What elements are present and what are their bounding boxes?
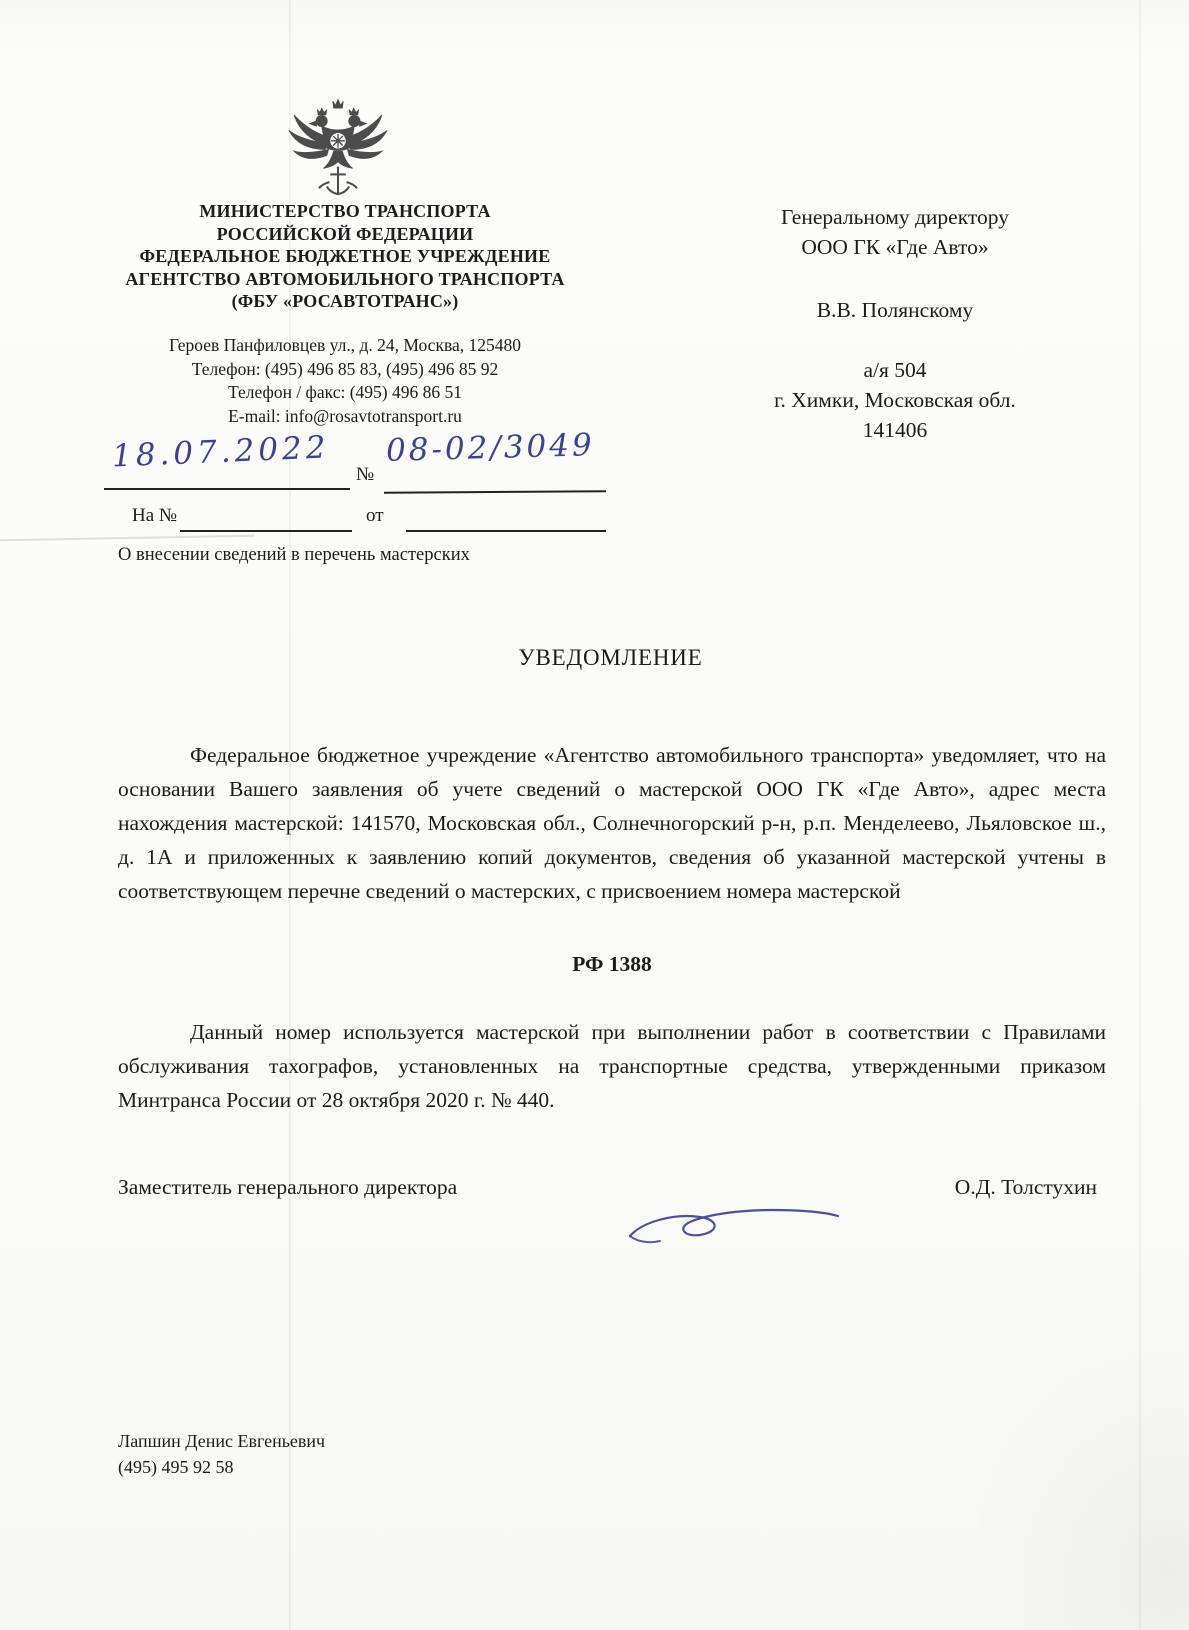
- paper-shading-bottom-right: [969, 1330, 1189, 1630]
- body-paragraph-1: Федеральное бюджетное учреждение «Агентство автомобильного транспорта» уведомляет, что на основании Вашего заявления об учете сведений о мастерской ООО ГК «Где Авто», адрес места нахождения мастерской: 141570, Московская обл., Солнечногорский р-н, р.п. Менделеево, Льяловское ш., д. 1А и приложенных к заявлению копий документов, сведения об указанной мастерской учтены в соответствующем перечне сведений о мастерских, с присвоением номера мастерской: [118, 743, 1106, 903]
- recipient-postcode: 141406: [862, 418, 928, 442]
- letterhead-contacts: [60, 334, 630, 428]
- recipient-po-box: а/я 504: [863, 358, 927, 382]
- paper-shading-top: [0, 0, 1189, 60]
- date-underline: [104, 488, 350, 490]
- body-paragraph-2: Данный номер используется мастерской при выполнении работ в соответствии с Правилами обслуживания тахографов, установленных на транспортные средства, утвержденными приказом Минтранса России от 28 октября 2020 г. № 440.: [118, 1020, 1106, 1112]
- handwritten-outgoing-number: 08-02/3049: [385, 427, 596, 469]
- document-title: УВЕДОМЛЕНИЕ: [518, 645, 703, 670]
- letterhead-org-line: РОССИЙСКОЙ ФЕДЕРАЦИИ: [216, 223, 474, 244]
- recipient-person: В.В. Полянскому: [816, 298, 974, 322]
- letterhead-email: E-mail: info@rosavtotransport.ru: [228, 405, 462, 426]
- subject-line: О внесении сведений в перечень мастерских: [118, 545, 470, 565]
- reply-from-underline: [406, 530, 606, 532]
- recipient-position: Генеральному директору: [781, 205, 1009, 229]
- executor-name: Лапшин Денис Евгеньевич: [118, 1431, 326, 1451]
- letterhead-address: Героев Панфиловцев ул., д. 24, Москва, 125480: [168, 335, 522, 355]
- letterhead-org-block: [60, 200, 630, 313]
- signature-stroke: [620, 1178, 850, 1248]
- signer-position: Заместитель генерального директора: [118, 1175, 458, 1199]
- spacer: [660, 325, 1130, 355]
- recipient-city: г. Химки, Московская обл.: [774, 388, 1016, 412]
- recipient-block: [660, 202, 1130, 445]
- letterhead-org-line: (ФБУ «РОСАВТОТРАНС»): [231, 291, 459, 311]
- workshop-number: РФ 1388: [572, 952, 652, 976]
- executor-block: [118, 1428, 325, 1480]
- letterhead-phone: Телефон: (495) 496 85 83, (495) 496 85 92: [191, 358, 499, 379]
- letterhead-org-line: АГЕНТСТВО АВТОМОБИЛЬНОГО ТРАНСПОРТА: [125, 268, 565, 289]
- letterhead-phone-fax: Телефон / факс: (495) 496 86 51: [227, 382, 463, 402]
- reply-from-label: от: [366, 505, 384, 526]
- letterhead-org-line: МИНИСТЕРСТВО ТРАНСПОРТА: [199, 201, 491, 221]
- signer-name: О.Д. Толстухин: [954, 1175, 1097, 1199]
- executor-phone: (495) 495 92 58: [118, 1457, 234, 1477]
- spacer: [660, 262, 1130, 295]
- handwritten-date: 18.07.2022: [111, 429, 331, 475]
- coat-of-arms-emblem: [282, 96, 394, 208]
- paper-crease-horizontal: [0, 535, 255, 541]
- reply-ref-underline: [180, 530, 352, 532]
- letterhead-org-line: ФЕДЕРАЛЬНОЕ БЮДЖЕТНОЕ УЧРЕЖДЕНИЕ: [139, 246, 551, 266]
- recipient-company: ООО ГК «Где Авто»: [801, 235, 989, 259]
- number-sign: №: [356, 464, 375, 485]
- reply-ref-label: На №: [132, 505, 178, 526]
- number-underline: [384, 490, 606, 494]
